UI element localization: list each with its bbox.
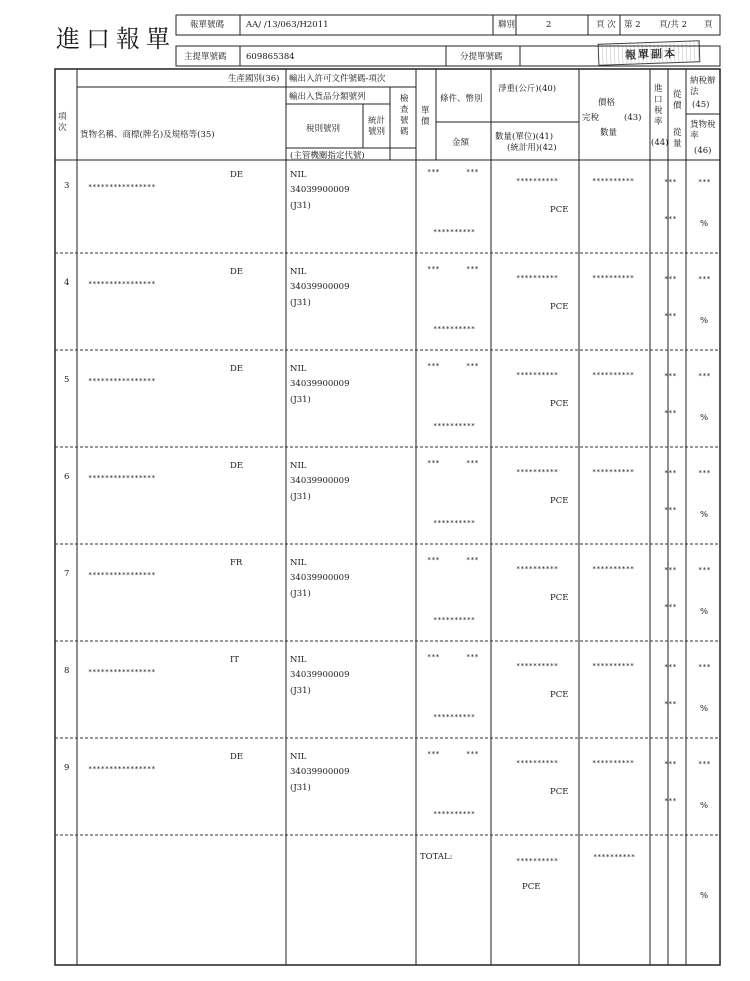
total-label: TOTAL: <box>420 852 453 862</box>
page-current: 第 2 <box>624 20 641 30</box>
col-rate-num: (44) <box>651 138 669 148</box>
waybill-value: AA/ /13/063/H2011 <box>246 20 329 30</box>
item-tax-method: *** <box>698 566 711 574</box>
col-specific: 從量 <box>673 128 682 149</box>
item-unit: PCE <box>550 496 569 506</box>
item-terms: *** <box>427 168 440 176</box>
col-description: 貨物名稱、商標(牌名)及規格等(35) <box>80 130 215 140</box>
col-duty-num: (43) <box>624 113 642 123</box>
item-no: 4 <box>64 278 70 288</box>
item-description: **************** <box>88 668 156 676</box>
item-value: ********** <box>592 274 635 282</box>
item-permit: NIL <box>290 558 307 568</box>
col-cargo-tax-num: (46) <box>694 146 712 156</box>
item-rate-specific: *** <box>664 215 677 223</box>
item-terms: *** <box>427 265 440 273</box>
total-pct: % <box>700 891 709 901</box>
item-unit: PCE <box>550 399 569 409</box>
item-net-weight: ********** <box>516 565 559 573</box>
item-currency: *** <box>466 459 479 467</box>
item-net-weight: ********** <box>516 759 559 767</box>
item-permit: NIL <box>290 170 307 180</box>
item-description: **************** <box>88 765 156 773</box>
item-terms: *** <box>427 750 440 758</box>
item-tax-method: *** <box>698 760 711 768</box>
item-value: ********** <box>592 759 635 767</box>
item-description: **************** <box>88 474 156 482</box>
item-unit: PCE <box>550 302 569 312</box>
item-amount: ********** <box>433 422 476 430</box>
item-no: 9 <box>64 763 70 773</box>
waybill-label: 報單號碼 <box>190 20 225 30</box>
item-value: ********** <box>592 468 635 476</box>
item-origin: DE <box>230 267 244 277</box>
col-quantity-2: (統計用)(42) <box>507 143 557 153</box>
item-origin: FR <box>230 558 243 568</box>
item-cargo-tax-pct: % <box>700 510 709 520</box>
item-unit: PCE <box>550 205 569 215</box>
item-tax-method: *** <box>698 469 711 477</box>
item-amount: ********** <box>433 713 476 721</box>
col-permit: 輸出入許可文件號碼-項次 <box>289 74 386 84</box>
item-description: **************** <box>88 377 156 385</box>
col-ad-valorem: 從價 <box>673 90 682 111</box>
col-unit-price: 單價 <box>421 106 430 127</box>
item-cargo-tax-pct: % <box>700 316 709 326</box>
col-item-no: 項次 <box>58 112 67 133</box>
item-tariff: 34039900009 <box>290 767 350 777</box>
item-terms: *** <box>427 362 440 370</box>
item-tariff: 34039900009 <box>290 670 350 680</box>
item-tariff: 34039900009 <box>290 282 350 292</box>
item-agency: (J31) <box>290 492 311 502</box>
item-agency: (J31) <box>290 783 311 793</box>
item-rate-specific: *** <box>664 797 677 805</box>
item-agency: (J31) <box>290 298 311 308</box>
item-terms: *** <box>427 556 440 564</box>
item-description: **************** <box>88 183 156 191</box>
item-origin: DE <box>230 461 244 471</box>
item-cargo-tax-pct: % <box>700 607 709 617</box>
item-no: 7 <box>64 569 70 579</box>
item-rate-specific: *** <box>664 409 677 417</box>
item-currency: *** <box>466 362 479 370</box>
item-unit: PCE <box>550 787 569 797</box>
col-inspect: 檢查號碼 <box>400 94 409 137</box>
item-tax-method: *** <box>698 178 711 186</box>
col-tax-method-num: (45) <box>692 100 710 110</box>
item-permit: NIL <box>290 655 307 665</box>
page-title: 進口報單 <box>56 25 176 53</box>
total-net: ********** <box>516 857 559 865</box>
col-authority: (主管機關指定代號) <box>290 151 365 161</box>
col-goods-class: 輸出入貨品分類號列 <box>289 92 366 102</box>
item-permit: NIL <box>290 752 307 762</box>
item-origin: DE <box>230 752 244 762</box>
page-label: 頁 次 <box>596 20 616 30</box>
stamp-text: 報單副本 <box>624 47 678 62</box>
item-amount: ********** <box>433 810 476 818</box>
house-label: 分提單號碼 <box>460 52 503 62</box>
item-no: 6 <box>64 472 70 482</box>
col-rate: 進口稅率 <box>654 84 663 127</box>
total-value: ********** <box>593 853 636 861</box>
item-currency: *** <box>466 556 479 564</box>
item-net-weight: ********** <box>516 177 559 185</box>
item-amount: ********** <box>433 325 476 333</box>
item-cargo-tax-pct: % <box>700 413 709 423</box>
item-currency: *** <box>466 653 479 661</box>
item-origin: DE <box>230 364 244 374</box>
copy-value: 2 <box>546 20 552 30</box>
item-origin: IT <box>230 655 240 665</box>
item-currency: *** <box>466 265 479 273</box>
col-quantity-1: 數量(單位)(41) <box>495 132 554 142</box>
item-agency: (J31) <box>290 589 311 599</box>
item-rate-ad-valorem: *** <box>664 663 677 671</box>
item-cargo-tax-pct: % <box>700 704 709 714</box>
item-tax-method: *** <box>698 275 711 283</box>
item-unit: PCE <box>550 690 569 700</box>
item-description: **************** <box>88 571 156 579</box>
item-rate-specific: *** <box>664 506 677 514</box>
col-value: 價格 <box>598 98 616 108</box>
item-currency: *** <box>466 168 479 176</box>
col-qty: 數量 <box>600 128 618 138</box>
total-unit: PCE <box>522 882 541 892</box>
item-tariff: 34039900009 <box>290 476 350 486</box>
item-amount: ********** <box>433 519 476 527</box>
col-net-weight: 淨重(公斤)(40) <box>498 84 557 94</box>
item-value: ********** <box>592 565 635 573</box>
item-tax-method: *** <box>698 372 711 380</box>
item-agency: (J31) <box>290 201 311 211</box>
item-value: ********** <box>592 371 635 379</box>
item-value: ********** <box>592 662 635 670</box>
item-net-weight: ********** <box>516 468 559 476</box>
item-permit: NIL <box>290 364 307 374</box>
col-tariff: 稅則號別 <box>306 124 341 134</box>
col-tax-method: 納稅辦法 <box>690 76 716 97</box>
item-cargo-tax-pct: % <box>700 219 709 229</box>
item-agency: (J31) <box>290 686 311 696</box>
item-cargo-tax-pct: % <box>700 801 709 811</box>
col-terms: 條件、幣別 <box>440 94 483 104</box>
col-cargo-tax: 貨物稅率 <box>690 120 716 141</box>
item-amount: ********** <box>433 228 476 236</box>
item-rate-ad-valorem: *** <box>664 178 677 186</box>
page-suffix: 頁 <box>704 20 713 30</box>
item-rate-specific: *** <box>664 700 677 708</box>
master-value: 609865384 <box>246 52 295 62</box>
item-currency: *** <box>466 750 479 758</box>
col-amount: 金額 <box>452 138 470 148</box>
item-no: 3 <box>64 181 70 191</box>
item-amount: ********** <box>433 616 476 624</box>
item-agency: (J31) <box>290 395 311 405</box>
item-rate-ad-valorem: *** <box>664 566 677 574</box>
item-permit: NIL <box>290 461 307 471</box>
item-no: 8 <box>64 666 70 676</box>
copy-label: 聯別 <box>498 20 516 30</box>
item-rate-ad-valorem: *** <box>664 760 677 768</box>
item-rate-specific: *** <box>664 603 677 611</box>
item-permit: NIL <box>290 267 307 277</box>
item-terms: *** <box>427 653 440 661</box>
item-rate-ad-valorem: *** <box>664 469 677 477</box>
item-origin: DE <box>230 170 244 180</box>
item-tax-method: *** <box>698 663 711 671</box>
item-unit: PCE <box>550 593 569 603</box>
item-tariff: 34039900009 <box>290 379 350 389</box>
item-rate-ad-valorem: *** <box>664 372 677 380</box>
item-value: ********** <box>592 177 635 185</box>
master-label: 主提單號碼 <box>184 52 227 62</box>
item-no: 5 <box>64 375 70 385</box>
item-description: **************** <box>88 280 156 288</box>
col-duty: 完稅 <box>582 113 600 123</box>
item-tariff: 34039900009 <box>290 185 350 195</box>
item-rate-specific: *** <box>664 312 677 320</box>
item-rate-ad-valorem: *** <box>664 275 677 283</box>
item-net-weight: ********** <box>516 371 559 379</box>
item-net-weight: ********** <box>516 662 559 670</box>
item-terms: *** <box>427 459 440 467</box>
page-total: 頁/共 2 <box>659 20 687 30</box>
col-origin: 生產國別(36) <box>228 74 280 84</box>
item-tariff: 34039900009 <box>290 573 350 583</box>
item-net-weight: ********** <box>516 274 559 282</box>
col-stat: 統計號別 <box>368 116 386 137</box>
